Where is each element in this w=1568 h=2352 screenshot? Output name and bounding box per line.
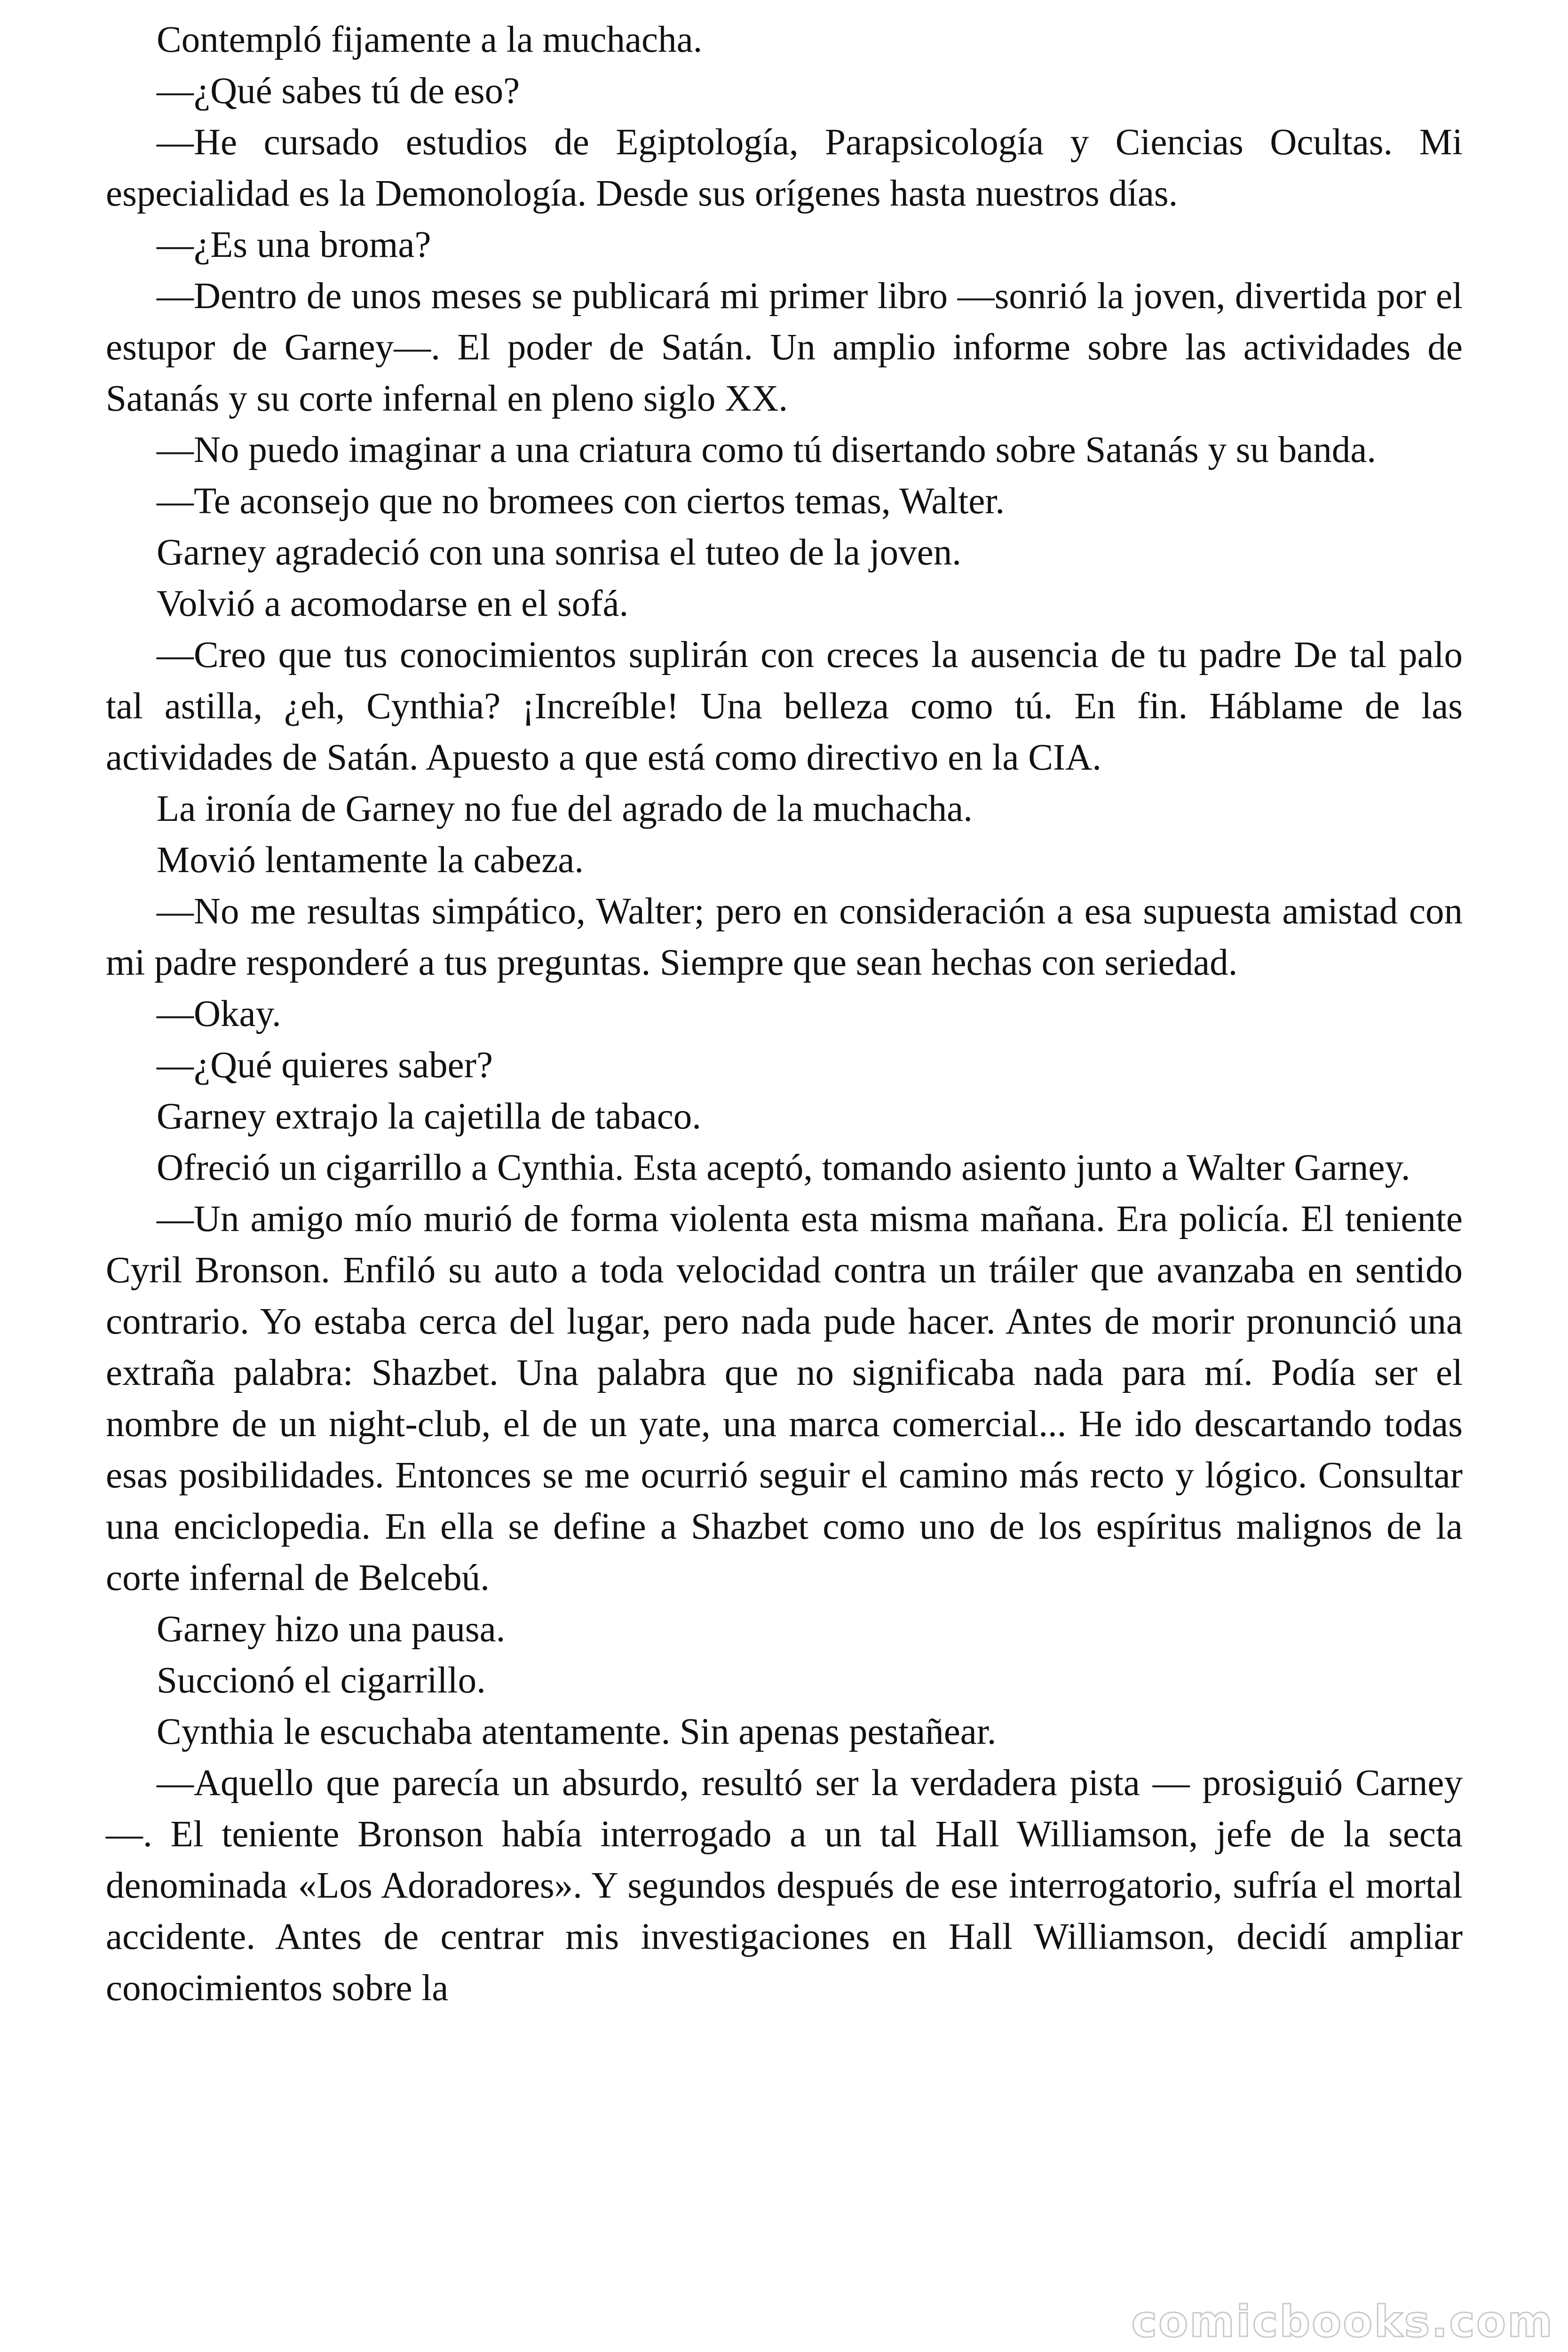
paragraph: —Creo que tus conocimientos suplirán con creces la ausencia de tu padre De tal palo tal astilla, ¿eh, Cynthia? ¡Increíble! Una belleza como tú. En fin. Háblame de las actividades de Satán. Apuesto a que está como directivo en la CIA. (106, 635, 1463, 778)
paragraph: Contempló fijamente a la muchacha. (157, 19, 703, 60)
paragraph: —¿Qué sabes tú de eso? (157, 71, 520, 111)
paragraph: —Un amigo mío murió de forma violenta esta misma mañana. Era policía. El teniente Cyril Bronson. Enfiló su auto a toda velocidad contra un tráiler que avanzaba en sentido contrario. Yo estaba cerca del lugar, pero nada pude hacer. Antes de morir pronunció una extraña palabra: Shazbet. Una palabra que no significaba nada para mí. Podía ser el nombre de un night-club, el de un yate, una marca comercial... He ido descartando todas esas posibilidades. Entonces se me ocurrió seguir el camino más recto y lógico. Consultar una enciclopedia. En ella se define a Shazbet como uno de los espíritus malignos de la corte infernal de Belcebú. (106, 1199, 1463, 1598)
paragraph: —¿Es una broma? (157, 224, 431, 265)
paragraph: Movió lentamente la cabeza. (157, 840, 584, 881)
paragraph: —¿Qué quieres saber? (157, 1045, 493, 1086)
paragraph: Succionó el cigarrillo. (157, 1660, 486, 1701)
paragraph: Garney agradeció con una sonrisa el tuteo de la joven. (157, 532, 961, 573)
paragraph: —Aquello que parecía un absurdo, resultó ser la verdadera pista — prosiguió Carney—. El teniente Bronson había interrogado a un tal Hall Williamson, jefe de la secta denominada «Los Adoradores». Y segundos después de ese interrogatorio, sufría el mortal accidente. Antes de centrar mis investigaciones en Hall Williamson, decidí ampliar conocimientos sobre la (106, 1763, 1463, 2009)
paragraph: Ofreció un cigarrillo a Cynthia. Esta aceptó, tomando asiento junto a Walter Garney. (157, 1147, 1410, 1188)
paragraph: —Dentro de unos meses se publicará mi primer libro —sonrió la joven, divertida por el estupor de Garney—. El poder de Satán. Un amplio informe sobre las actividades de Satanás y su corte infernal en pleno siglo XX. (106, 276, 1463, 419)
paragraph: Garney hizo una pausa. (157, 1609, 506, 1650)
paragraph: —No puedo imaginar a una criatura como tú disertando sobre Satanás y su banda. (157, 429, 1377, 470)
paragraph: —He cursado estudios de Egiptología, Parapsicología y Ciencias Ocultas. Mi especialidad es la Demonología. Desde sus orígenes hasta nuestros días. (106, 122, 1463, 214)
paragraph: Cynthia le escuchaba atentamente. Sin apenas pestañear. (157, 1711, 997, 1752)
paragraph: —No me resultas simpático, Walter; pero en consideración a esa supuesta amistad con mi padre responderé a tus preguntas. Siempre que sean hechas con seriedad. (106, 891, 1463, 983)
paragraph: —Te aconsejo que no bromees con ciertos temas, Walter. (157, 481, 1005, 522)
paragraph: La ironía de Garney no fue del agrado de la muchacha. (157, 788, 973, 829)
watermark-logo: comicbooks.com (1131, 2296, 1554, 2347)
page-text (106, 14, 1463, 2014)
paragraph: —Okay. (157, 993, 281, 1034)
paragraph: Volvió a acomodarse en el sofá. (157, 583, 629, 624)
paragraph: Garney extrajo la cajetilla de tabaco. (157, 1096, 702, 1137)
